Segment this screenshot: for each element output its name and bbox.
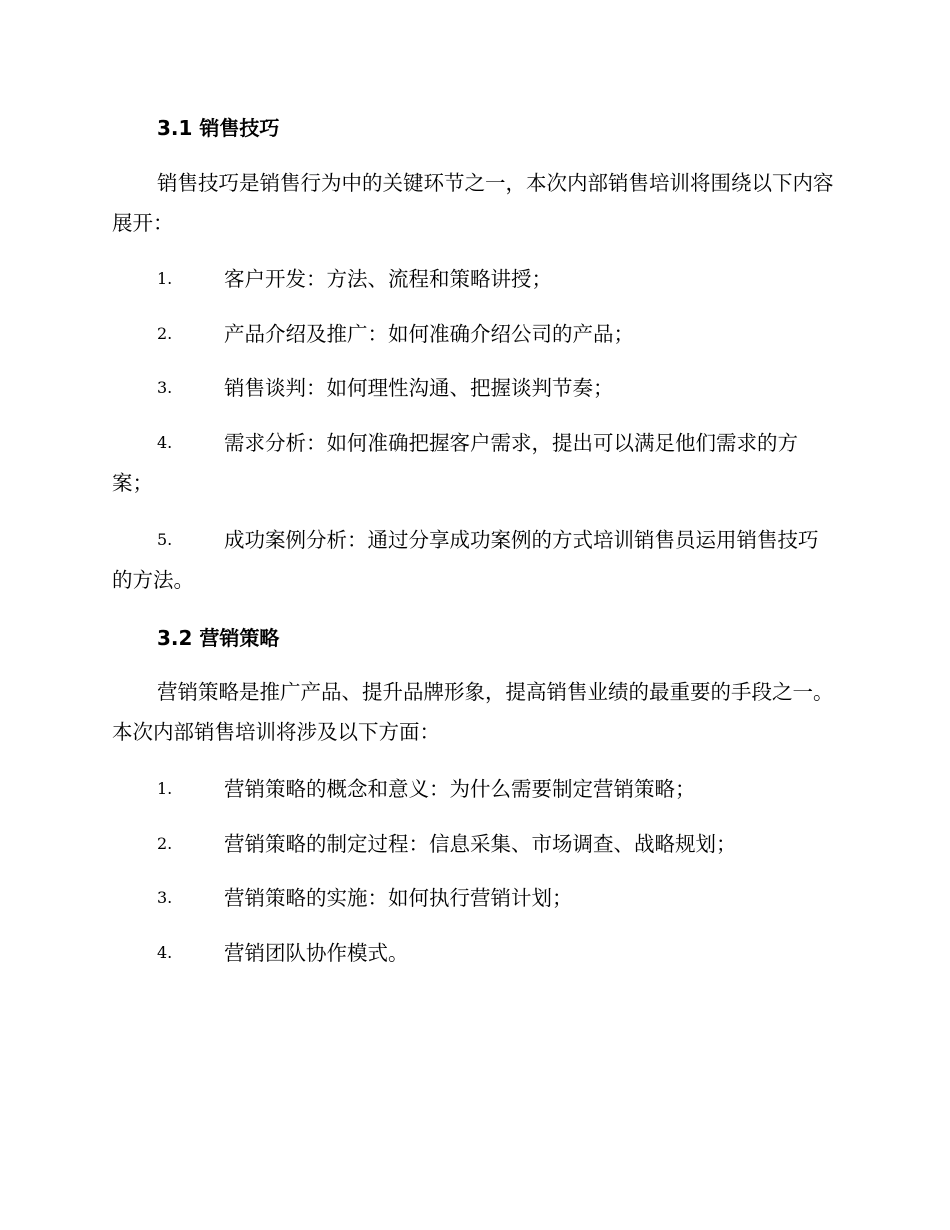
section-intro-marketing-strategy: 营销策略是推广产品、提升品牌形象，提高销售业绩的最重要的手段之一。本次内部销售培训将涉及以下方面：: [112, 680, 834, 744]
list-item: [112, 878, 834, 918]
list-item-text: 客户开发：方法、流程和策略讲授；: [224, 267, 552, 291]
list-item-text: 产品介绍及推广：如何准确介绍公司的产品；: [224, 322, 634, 346]
section-intro-sales-skills: 销售技巧是销售行为中的关键环节之一，本次内部销售培训将围绕以下内容展开：: [112, 171, 834, 235]
list-item-number: 1.: [157, 779, 173, 798]
list-item-number: 4.: [157, 943, 173, 962]
list-item-text: 营销团队协作模式。: [224, 941, 409, 965]
list-item-number: 1.: [157, 269, 173, 288]
list-item-number: 2.: [157, 324, 173, 343]
list-item: [112, 259, 834, 299]
list-item: [112, 769, 834, 809]
list-item: [112, 520, 834, 600]
list-item-number: 5.: [157, 530, 173, 549]
list-item-number: 3.: [157, 378, 173, 397]
list-item: [112, 368, 834, 408]
list-item-text: 需求分析：如何准确把握客户需求，提出可以满足他们需求的方案；: [112, 431, 798, 495]
list-item-text: 销售谈判：如何理性沟通、把握谈判节奏；: [224, 376, 614, 400]
list-item-text: 营销策略的制定过程：信息采集、市场调查、战略规划；: [224, 832, 737, 856]
list-item-number: 3.: [157, 888, 173, 907]
section-heading-marketing-strategy: 3.2 营销策略: [157, 626, 280, 650]
list-item-text: 营销策略的实施：如何执行营销计划；: [224, 886, 573, 910]
list-item: [112, 933, 834, 973]
list-item-text: 营销策略的概念和意义：为什么需要制定营销策略；: [224, 777, 696, 801]
list-item-number: 2.: [157, 834, 173, 853]
list-item-number: 4.: [157, 433, 173, 452]
list-item: [112, 423, 834, 503]
list-item-text: 成功案例分析：通过分享成功案例的方式培训销售员运用销售技巧的方法。: [112, 528, 819, 592]
list-item: [112, 824, 834, 864]
list-item: [112, 314, 834, 354]
section-heading-sales-skills: 3.1 销售技巧: [157, 116, 280, 140]
